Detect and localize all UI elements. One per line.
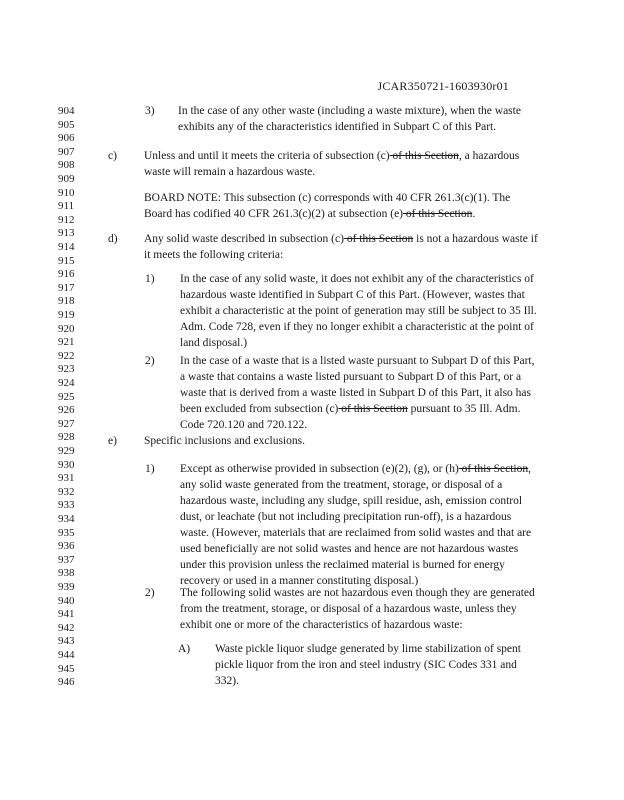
line-number: 910 — [58, 186, 75, 199]
line-number: 909 — [58, 173, 75, 185]
line-number: 912 — [58, 213, 75, 226]
line-number: 937 — [58, 553, 75, 566]
line-number: 926 — [58, 404, 75, 417]
paragraph-d: Any solid waste described in subsection (c) of this Section is not a hazardous waste if it meets the following criteria: — [144, 233, 538, 261]
item-label-e2A: A) — [178, 643, 191, 655]
line-number: 946 — [58, 676, 75, 689]
line-number: 915 — [58, 254, 75, 267]
document-id-header: JCAR350721-1603930r01 — [377, 79, 509, 93]
line-number: 908 — [58, 159, 75, 172]
paragraph-d1: In the case of any solid waste, it does not exhibit any of the characteristics of hazardous waste identified in Subpart C of this Part. (However, wastes that exhibit a characteristic at the point of generation may still be subject to 35 Ill. Adm. Code 728, even if they no longer exhibit a characteristic at the point of land disposal.) — [180, 273, 537, 349]
item-label-e1: 1) — [145, 463, 155, 475]
item-label-d: d) — [108, 233, 118, 245]
line-number: 922 — [58, 349, 75, 362]
item-label-e: e) — [108, 435, 117, 447]
line-number: 928 — [58, 431, 75, 444]
line-number: 913 — [58, 227, 75, 240]
line-number: 904 — [58, 105, 75, 117]
paragraph-d2: In the case of a waste that is a listed waste pursuant to Subpart D of this Part, a waste that contains a waste listed pursuant to Subpart D of this Part, or a waste that is derived from a waste listed in Subpart D of this Part, it also has been excluded from subsection (c) of this Section pursuant to 35 Ill. Adm. Code 720.120 and 720.122. — [180, 355, 535, 431]
struck-text: of this Section — [389, 150, 459, 162]
line-number: 944 — [58, 649, 75, 661]
paragraph-e: Specific inclusions and exclusions. — [144, 435, 305, 447]
line-number: 933 — [58, 499, 75, 512]
struck-text: of this Section — [338, 403, 408, 415]
line-number: 945 — [58, 662, 75, 675]
line-number: 924 — [58, 377, 75, 389]
line-number: 935 — [58, 526, 75, 539]
paragraph-c: Unless and until it meets the criteria of subsection (c) of this Section, a hazardous waste will remain a hazardous waste. — [144, 150, 520, 178]
struck-text: of this Section — [458, 463, 529, 475]
line-number: 920 — [58, 322, 75, 335]
line-number: 938 — [58, 567, 75, 580]
struck-text: of this Section — [343, 233, 414, 245]
line-number: 919 — [58, 309, 75, 321]
line-number: 931 — [58, 472, 75, 485]
line-number: 943 — [58, 635, 75, 648]
line-number: 911 — [58, 200, 75, 213]
item-label-c: c) — [108, 150, 117, 162]
line-number: 934 — [58, 513, 75, 525]
line-number: 942 — [58, 621, 75, 634]
paragraph-3: In the case of any other waste (including a waste mixture), when the waste exhibits any of the characteristics identified in Subpart C of this Part. — [178, 105, 521, 133]
board-note: BOARD NOTE: This subsection (c) corresponds with 40 CFR 261.3(c)(1). The Board has codified 40 CFR 261.3(c)(2) at subsection (e) of this Section. — [144, 192, 511, 220]
line-number: 932 — [58, 485, 75, 498]
line-number: 929 — [58, 445, 75, 457]
paragraph-e2A: Waste pickle liquor sludge generated by lime stabilization of spent pickle liquor from the iron and steel industry (SIC Codes 331 and 332). — [215, 643, 521, 687]
line-number: 940 — [58, 594, 75, 607]
item-label-3: 3) — [145, 105, 155, 117]
line-number: 916 — [58, 268, 75, 281]
line-number: 927 — [58, 417, 75, 430]
item-label-d2: 2) — [145, 355, 155, 367]
line-number: 930 — [58, 458, 75, 471]
line-number: 917 — [58, 281, 75, 294]
line-number: 914 — [58, 241, 75, 253]
line-number: 921 — [58, 336, 75, 349]
line-number: 923 — [58, 363, 75, 376]
line-number: 925 — [58, 390, 75, 403]
paragraph-e2: The following solid wastes are not hazardous even though they are generated from the treatment, storage, or disposal of a hazardous waste, unless they exhibit one or more of the characteristics of hazardous waste: — [180, 587, 535, 631]
line-number: 906 — [58, 132, 75, 145]
item-label-e2: 2) — [145, 587, 155, 599]
line-number: 907 — [58, 145, 75, 158]
line-number: 918 — [58, 295, 75, 308]
line-number: 939 — [58, 581, 75, 593]
item-label-d1: 1) — [145, 273, 155, 285]
line-number: 936 — [58, 540, 75, 553]
line-number: 941 — [58, 608, 75, 621]
paragraph-e1: Except as otherwise provided in subsection (e)(2), (g), or (h) of this Section, any solid waste generated from the treatment, storage, or disposal of a hazardous waste, including any sludge, spill residue, ash, emission control dust, or leachate (but not including precipitation run-off), is a hazardous waste. (However, materials that are reclaimed from solid wastes and that are used beneficially are not solid wastes and hence are not hazardous wastes under this provision unless the reclaimed material is burned for energy recovery or used in a manner constituting disposal.) — [180, 463, 532, 587]
line-number: 905 — [58, 118, 75, 131]
struck-text: of this Section — [403, 208, 473, 220]
